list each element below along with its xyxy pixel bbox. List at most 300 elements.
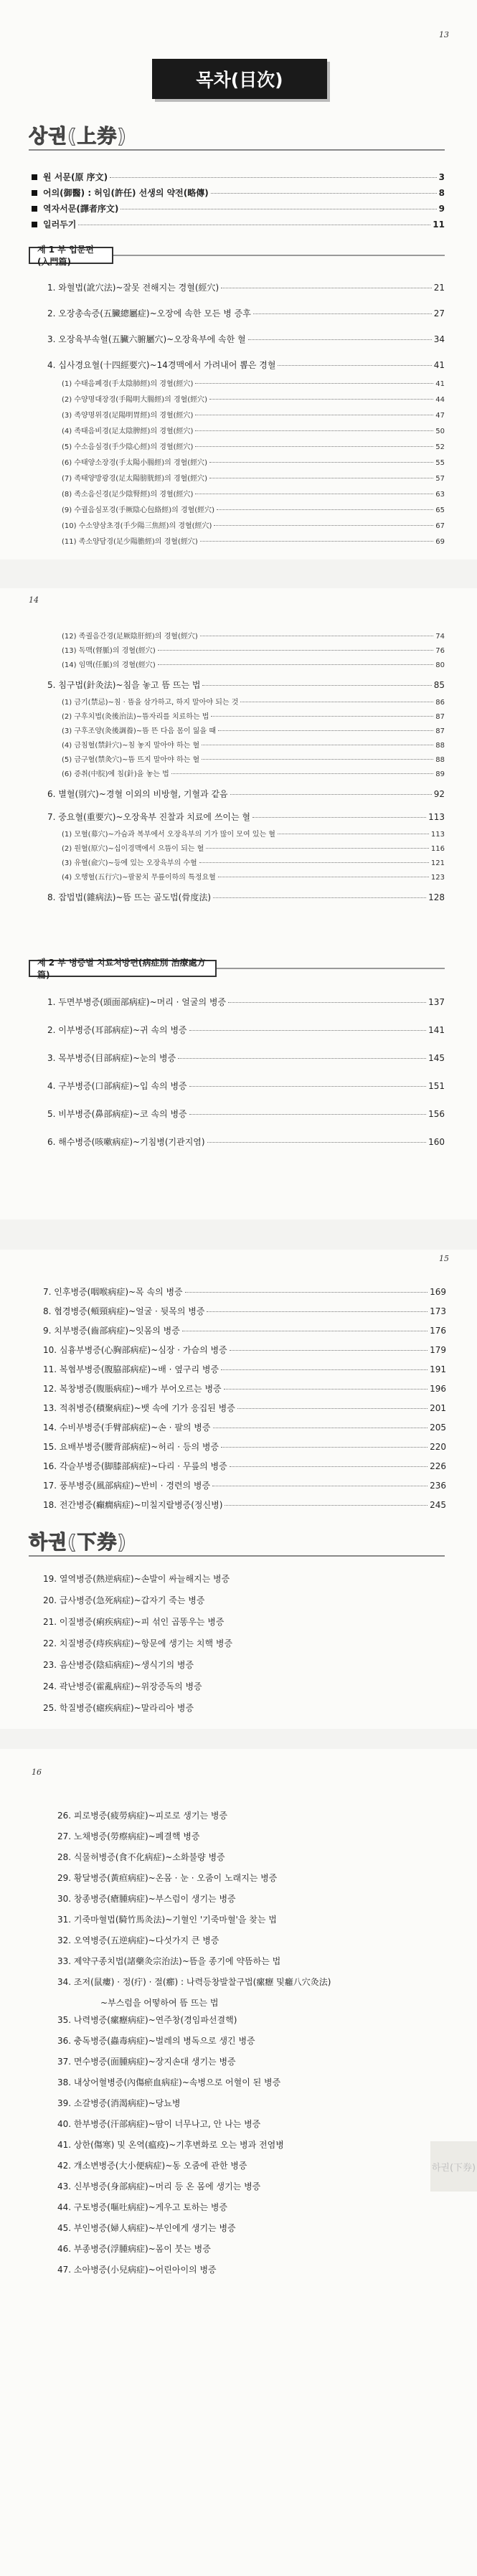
toc-entry-title	[62, 696, 238, 707]
dot-leader	[206, 848, 429, 849]
toc-entry	[47, 1024, 445, 1036]
toc-entry	[57, 2222, 430, 2234]
toc-entry	[57, 1830, 430, 1842]
toc-entry-text: 36. 충독병증(蟲毒病症)~벌레의 병독으로 생긴 병증	[57, 2036, 255, 2046]
toc-entry-title	[62, 440, 193, 451]
volume-side-tab: 하권(下券)	[430, 2141, 477, 2192]
toc-entry-text: (1) 모혈(募穴)~가슴과 복부에서 오장육부의 기가 많이 모여 있는 혈	[62, 831, 275, 839]
dot-leader	[158, 664, 433, 665]
volume-rule	[29, 1555, 445, 1557]
toc-entry-page: 92	[433, 789, 445, 799]
toc-entry-page: 65	[435, 506, 445, 514]
toc-entry-text: (3) 족양명위경(足陽明胃經)의 경혈(經穴)	[62, 412, 194, 420]
toc-entry	[32, 218, 445, 230]
toc-entry-text: (4) 족태음비경(足太陰脾經)의 경혈(經穴)	[62, 428, 194, 435]
toc-entry-page: 196	[430, 1384, 446, 1394]
toc-entry	[43, 1499, 446, 1511]
toc-entry-text: 32. 오역병증(五逆病症)~다섯가지 큰 병증	[57, 1935, 219, 1945]
toc-entry	[57, 2263, 430, 2275]
dot-leader	[189, 1086, 426, 1087]
toc-entry	[57, 2097, 430, 2109]
toc-entry	[57, 2138, 430, 2151]
toc-entry-text: (8) 족소음신경(足少陰腎經)의 경혈(經穴)	[62, 491, 194, 499]
toc-entry-title	[47, 1080, 187, 1092]
toc-entry-title	[62, 393, 207, 404]
toc-entry	[47, 1136, 445, 1148]
toc-entry	[43, 1382, 446, 1395]
toc-entry-page: 141	[428, 1025, 445, 1035]
toc-entry	[62, 519, 445, 530]
dot-leader	[214, 525, 433, 526]
toc-entry-text: 18. 전간병증(癲癇病症)~미칠지랄병증(정신병)	[43, 1500, 223, 1510]
toc-page-3	[0, 1250, 477, 1729]
toc-entry	[43, 1572, 402, 1585]
toc-entry-title	[32, 187, 209, 199]
toc-entry-page: 226	[430, 1461, 446, 1471]
toc-entry-text: 45. 부인병증(婦人病症)~부인에게 생기는 병증	[57, 2223, 236, 2233]
toc-entry-title	[62, 768, 169, 778]
toc-entry-page: 113	[430, 831, 445, 839]
toc-entry-title	[62, 753, 199, 764]
toc-entry-title	[57, 2242, 211, 2255]
toc-entry	[62, 857, 445, 867]
bullet-icon	[32, 222, 37, 227]
toc-entry-page: 34	[433, 334, 445, 344]
toc-entry-text: 40. 한부병증(汗部病症)~땀이 너무나고, 안 나는 병증	[57, 2119, 261, 2129]
toc-entry-page: 41	[435, 380, 445, 388]
toc-entry-title	[100, 1996, 218, 2009]
toc-entry-title	[62, 456, 207, 467]
toc-entry-title	[62, 710, 209, 721]
toc-entry-text: 41. 상한(傷寒) 및 온역(瘟疫)~기후변화로 오는 병과 전염병	[57, 2140, 284, 2150]
toc-entry-title	[47, 788, 228, 800]
toc-entry-text: (1) 수태음폐경(手太陰肺經)의 경혈(經穴)	[62, 380, 194, 388]
toc-entry-page: 86	[435, 699, 445, 707]
toc-entry-text: ~부스럼을 어떻하여 뜸 뜨는 법	[100, 1998, 219, 2008]
dot-leader	[225, 1505, 428, 1506]
toc-entry-text: 15. 요배부병증(腰背部病症)~허리 · 등의 병증	[43, 1442, 219, 1452]
dot-leader	[211, 716, 433, 717]
toc-entry-page: 89	[435, 770, 445, 778]
toc-entry-text: (10) 수소양삼초경(手少陽三焦經)의 경혈(經穴)	[62, 522, 212, 530]
toc-entry-page: 156	[428, 1109, 445, 1119]
toc-entry-title	[43, 1402, 235, 1414]
toc-entry-text: 어의(御醫) : 허임(許任) 선생의 약전(略傳)	[43, 188, 209, 198]
dot-leader	[202, 759, 433, 760]
toc-entry-page: 169	[430, 1287, 446, 1297]
dot-leader	[189, 1114, 426, 1115]
bullet-icon	[32, 206, 37, 212]
toc-entry	[57, 1872, 430, 1884]
toc-entry-text: 12. 복창병증(腹脹病症)~배가 부어오르는 병증	[43, 1384, 222, 1394]
toc-page-2	[0, 588, 477, 1219]
toc-entry	[62, 725, 445, 735]
toc-entry	[57, 2201, 430, 2213]
toc-entry	[43, 1702, 402, 1714]
toc-entry-text: 16. 각슬부병증(脚膝部病症)~다리 · 무릎의 병증	[43, 1461, 227, 1471]
toc-entry-text: 3. 목부병증(目部病症)~눈의 병증	[47, 1053, 176, 1063]
toc-entry-text: 42. 개소변병증(大小便病症)~동 오줌에 관한 병증	[57, 2161, 247, 2171]
toc-entry	[57, 1955, 430, 1967]
toc-entry-title	[57, 2263, 217, 2275]
toc-entry-title	[62, 871, 216, 882]
toc-entry-title	[43, 1324, 180, 1336]
dot-leader	[211, 193, 437, 194]
toc-entry-text: 29. 황달병증(黃疸病症)~온몸 · 눈 · 오줌이 노래지는 병증	[57, 1873, 278, 1883]
toc-entry	[47, 996, 445, 1008]
dot-leader	[221, 1369, 428, 1370]
toc-entry	[57, 1851, 430, 1863]
toc-entry	[57, 2159, 430, 2171]
toc-entry	[43, 1324, 446, 1336]
toc-entry-page: 245	[430, 1500, 446, 1510]
toc-entry	[57, 2242, 430, 2255]
toc-entry-text: (3) 구후조양(灸後調養)~뜸 뜬 다음 몸이 잃을 때	[62, 727, 216, 735]
toc-entry	[57, 1976, 430, 1988]
toc-entry-text: (2) 원혈(原穴)~십이경맥에서 으뜸이 되는 혈	[62, 845, 204, 853]
toc-entry-text: (11) 족소양담경(足少陽膽經)의 경혈(經穴)	[62, 538, 198, 546]
toc-entry-page: 21	[433, 283, 445, 293]
toc-entry-text: (6) 증취(中脘)에 침(針)을 놓는 법	[62, 770, 169, 778]
toc-entry-page: 145	[428, 1053, 445, 1063]
toc-entry-page: 128	[428, 892, 445, 902]
toc-entry-page: 69	[435, 538, 445, 546]
toc-entry-text: 22. 치질병증(痔疾病症)~항문에 생기는 치핵 병증	[43, 1638, 233, 1648]
toc-entry-text: 5. 비부병증(鼻部病症)~코 속의 병증	[47, 1109, 187, 1119]
page-number: 16	[32, 1768, 42, 1777]
toc-entry-text: 25. 학질병증(瘧疾病症)~말라리아 병증	[43, 1703, 194, 1713]
toc-entry-text: 26. 피로병증(疲勞病症)~피로로 생기는 병증	[57, 1811, 228, 1821]
toc-entry-title	[57, 1851, 225, 1863]
toc-entry-title	[47, 1052, 176, 1064]
toc-entry	[62, 696, 445, 707]
toc-entry-text: 37. 면수병증(面腫病症)~장지손대 생기는 병증	[57, 2057, 236, 2067]
toc-entry	[57, 2055, 430, 2067]
toc-entry	[43, 1305, 446, 1317]
dot-leader	[195, 446, 433, 447]
toc-entry-title	[62, 519, 212, 530]
toc-entry-text: (4) 오행혈(五行穴)~팔꿈치 무릎이하의 특정요혈	[62, 874, 216, 882]
toc-entry-text: 역자서문(譯者序文)	[43, 204, 119, 214]
toc-entry-title	[57, 2076, 280, 2088]
toc-entry-text: 35. 나력병증(瘰癧病症)~연주창(경임파선결핵)	[57, 2015, 237, 2025]
toc-entry-title	[43, 1305, 204, 1317]
toc-entry	[43, 1363, 446, 1375]
toc-entry	[62, 753, 445, 764]
toc-entry-page: 201	[430, 1403, 446, 1413]
toc-entry	[57, 1892, 430, 1905]
toc-entry-text: 46. 부종병증(浮腫病症)~몸이 붓는 병증	[57, 2244, 211, 2254]
toc-entry-title	[47, 1108, 187, 1120]
toc-entry	[62, 842, 445, 853]
toc-entry-page: 63	[435, 491, 445, 499]
toc-entry-text: 4. 구부병증(口部病症)~입 속의 병증	[47, 1081, 187, 1091]
toc-entry-text: 7. 중요혈(重要穴)~오장육부 진찰과 치료에 쓰이는 혈	[47, 812, 251, 822]
toc-entry-title	[43, 1382, 222, 1395]
toc-entry-text: 28. 식물허병증(食不化病症)~소화불량 병증	[57, 1852, 225, 1862]
dot-leader	[110, 177, 437, 178]
part-rule	[217, 968, 445, 969]
toc-entry-title	[62, 857, 197, 867]
toc-entry-title	[57, 2201, 227, 2213]
toc-entry-title	[47, 1024, 187, 1036]
toc-entry-text: 9. 치부병증(齒部病症)~잇몸의 병증	[43, 1326, 180, 1336]
page-gap	[0, 1219, 477, 1250]
toc-entry-page: 44	[435, 396, 445, 404]
toc-entry-text: 원 서문(原 序文)	[43, 172, 108, 182]
toc-entry-title	[43, 1285, 183, 1298]
toc-entry-text: 4. 십사경요혈(十四經要穴)~14경맥에서 가려내어 뽑은 경혈	[47, 360, 276, 370]
toc-entry	[47, 788, 445, 800]
dot-leader	[213, 897, 426, 898]
toc-entry-page: 27	[433, 308, 445, 319]
dot-leader	[230, 1350, 428, 1351]
toc-entry-page: 236	[430, 1481, 446, 1491]
toc-entry-text: 11. 복협부병증(腹脇部病症)~배 · 옆구리 병증	[43, 1364, 219, 1374]
toc-entry-page: 176	[430, 1326, 446, 1336]
toc-entry-page: 41	[433, 360, 445, 370]
toc-entry	[43, 1440, 446, 1453]
dot-leader	[278, 365, 431, 366]
toc-entry-text: 33. 제약구종치법(諸藥灸宗治法)~뜸을 종기에 약뜸하는 법	[57, 1956, 281, 1966]
toc-entry-page: 220	[430, 1442, 446, 1452]
toc-page-4	[0, 1749, 477, 2576]
toc-entry-text: 10. 심흉부병증(心胸部病症)~심장 · 가슴의 병증	[43, 1345, 227, 1355]
toc-entry	[47, 1052, 445, 1064]
toc-entry-page: 11	[433, 220, 445, 230]
toc-entry-page: 123	[430, 874, 445, 882]
toc-entry-title	[43, 1702, 194, 1714]
toc-entry	[43, 1460, 446, 1472]
toc-entry-page: 87	[435, 727, 445, 735]
toc-entry-text: (14) 임맥(任脈)의 경혈(經穴)	[62, 661, 156, 669]
toc-entry-page: 205	[430, 1423, 446, 1433]
dot-leader	[202, 685, 431, 686]
dot-leader	[230, 794, 432, 795]
toc-entry-title	[47, 281, 219, 293]
toc-entry-text: (13) 독맥(督脈)의 경혈(經穴)	[62, 647, 156, 655]
toc-entry-title	[62, 377, 193, 388]
toc-entry	[43, 1637, 402, 1649]
dot-leader	[207, 1142, 427, 1143]
toc-entry	[32, 171, 445, 183]
toc-entry-title	[43, 1572, 230, 1585]
toc-entry	[62, 393, 445, 404]
dot-leader	[199, 862, 429, 863]
toc-entry	[32, 187, 445, 199]
toc-entry-page: 55	[435, 459, 445, 467]
toc-entry-text: (2) 구후치법(灸後治法)~뜸자리를 치료하는 법	[62, 713, 209, 721]
dot-leader	[224, 1389, 428, 1390]
toc-entry-title	[57, 2014, 237, 2026]
toc-entry-title	[47, 891, 211, 903]
toc-entry	[62, 488, 445, 499]
toc-entry-text: (3) 유혈(兪穴)~등에 있는 오장육부의 수혈	[62, 859, 197, 867]
toc-entry-page: 113	[428, 812, 445, 822]
toc-entry-text: 31. 기죽마혈법(騎竹馬灸法)~기혈인 '기죽마혈'을 찾는 법	[57, 1915, 277, 1925]
toc-entry-title	[47, 1136, 205, 1148]
dot-leader	[200, 541, 433, 542]
toc-entry-title	[43, 1440, 219, 1453]
toc-entry-text: (6) 수태양소장경(手太陽小腸經)의 경혈(經穴)	[62, 459, 208, 467]
toc-entry-page: 9	[438, 204, 445, 214]
toc-entry-page: 80	[435, 661, 445, 669]
toc-entry	[47, 1108, 445, 1120]
toc-entry-title	[62, 535, 198, 546]
toc-entry-title	[57, 1830, 199, 1842]
toc-entry	[62, 659, 445, 669]
volume-heading-2: 하권(下券)	[29, 1532, 127, 1554]
toc-entry-title	[57, 1976, 331, 1988]
toc-entry-title	[62, 472, 207, 483]
toc-entry-text: 34. 조저(鼠瘻) · 정(疔) · 절(癤) : 나력등창발찰구법(瘰癧 및癰八穴灸法)	[57, 1977, 331, 1987]
toc-entry-title	[47, 359, 275, 371]
toc-entry-page: 67	[435, 522, 445, 530]
toc-entry	[43, 1421, 446, 1433]
toc-entry-page: 47	[435, 412, 445, 420]
toc-entry-title	[32, 171, 108, 183]
toc-entry-title	[43, 1421, 211, 1433]
toc-entry-text: 38. 내상어혈병증(內傷瘀血病症)~속병으로 어혈이 된 병증	[57, 2077, 281, 2087]
volume-rule	[29, 149, 445, 151]
toc-entry-title	[43, 1344, 227, 1356]
toc-entry-title	[62, 425, 193, 435]
toc-entry	[47, 281, 445, 293]
toc-entry-title	[57, 1913, 277, 1925]
dot-leader	[195, 430, 433, 431]
toc-entry-text: 6. 해수병증(咳嗽病症)~기침병(기관지염)	[47, 1137, 205, 1147]
toc-entry-title	[57, 2180, 260, 2192]
dot-leader	[248, 339, 432, 340]
dot-leader	[218, 730, 433, 731]
toc-entry	[32, 202, 445, 214]
toc-entry-page: 116	[430, 845, 445, 853]
toc-entry-title	[32, 218, 76, 230]
toc-entry	[57, 1913, 430, 1925]
toc-entry-title	[57, 2159, 247, 2171]
toc-entry-text: 8. 잡법법(雜病法)~뜸 뜨는 골도법(骨度法)	[47, 892, 212, 902]
toc-entry-title	[62, 644, 156, 655]
toc-entry-title	[43, 1479, 210, 1491]
toc-entry-text: 일러두기	[43, 220, 77, 230]
toc-entry-text: 17. 풍부병증(風部病症)~반비 · 경련의 병증	[43, 1481, 211, 1491]
toc-entry-page: 8	[438, 188, 445, 198]
toc-entry-text: (9) 수궐음심포경(手厥陰心包絡經)의 경혈(經穴)	[62, 506, 215, 514]
volume-heading-1: 상권(上券)	[29, 126, 127, 148]
toc-entry-text: 3. 오장육부속혈(五臟六腑屬穴)~오장육부에 속한 혈	[47, 334, 246, 344]
toc-entry-title	[57, 1955, 280, 1967]
toc-entry-text: 27. 노채병증(勞瘵病症)~폐결핵 병증	[57, 1831, 200, 1841]
toc-entry	[62, 425, 445, 435]
dot-leader	[230, 1466, 428, 1467]
toc-entry-page: 88	[435, 756, 445, 764]
toc-entry	[62, 871, 445, 882]
toc-entry-title	[57, 1934, 219, 1946]
toc-entry	[43, 1680, 402, 1692]
dot-leader	[252, 817, 426, 818]
toc-entry	[57, 1809, 430, 1821]
toc-entry-text: 8. 협경병증(頰頸病症)~얼굴 · 뒷목의 병증	[43, 1306, 205, 1316]
toc-entry	[62, 630, 445, 641]
toc-entry	[62, 768, 445, 778]
dot-leader	[253, 313, 432, 314]
toc-entry-page: 191	[430, 1364, 446, 1374]
toc-entry-title	[57, 1872, 277, 1884]
toc-entry	[62, 409, 445, 420]
toc-entry-title	[47, 307, 251, 319]
toc-entry-page: 50	[435, 428, 445, 435]
toc-entry-text: (4) 금침혈(禁針穴)~침 놓지 말아야 하는 혈	[62, 742, 200, 750]
dot-leader	[207, 1311, 428, 1312]
toc-entry-text: 7. 인후병증(咽喉病症)~목 속의 병증	[43, 1287, 183, 1297]
page-number: 14	[29, 595, 39, 605]
toc-entry-text: 20. 급사병증(急死病症)~갑자기 죽는 병증	[43, 1595, 205, 1605]
toc-entry-page: 160	[428, 1137, 445, 1147]
toc-entry-title	[47, 679, 200, 691]
dot-leader	[221, 1447, 428, 1448]
toc-entry-text: 5. 침구법(針灸法)~침을 놓고 뜸 뜨는 법	[47, 680, 201, 690]
toc-entry-title	[47, 333, 246, 345]
toc-entry-page: 88	[435, 742, 445, 750]
toc-entry-title	[62, 409, 193, 420]
toc-entry-title	[47, 996, 226, 1008]
toc-entry-title	[62, 842, 204, 853]
toc-entry-page: 85	[433, 680, 445, 690]
toc-entry-title	[62, 504, 214, 514]
toc-entry-text: 13. 적취병증(積聚病症)~뱃 속에 기가 응집된 병증	[43, 1403, 235, 1413]
toc-entry	[62, 535, 445, 546]
dot-leader	[209, 462, 433, 463]
toc-entry-text: 47. 소아병증(小兒病症)~어린아이의 병증	[57, 2265, 217, 2275]
toc-entry-text: (12) 족궐음간경(足厥陰肝經)의 경혈(經穴)	[62, 633, 198, 641]
toc-entry-text: 43. 신부병증(身部病症)~머리 등 온 몸에 생기는 병증	[57, 2181, 261, 2192]
toc-entry-title	[32, 202, 118, 214]
toc-entry-title	[62, 488, 193, 499]
dot-leader	[195, 383, 433, 384]
dot-leader	[178, 1058, 426, 1059]
toc-entry-title	[62, 659, 156, 669]
dot-leader	[228, 1002, 426, 1003]
dot-leader	[237, 1408, 428, 1409]
toc-entry-title	[43, 1659, 194, 1671]
toc-entry-title	[57, 2097, 180, 2109]
toc-entry-page: 151	[428, 1081, 445, 1091]
toc-entry	[57, 2118, 430, 2130]
toc-entry	[47, 679, 445, 691]
toc-entry-title	[43, 1637, 232, 1649]
toc-entry	[57, 2034, 430, 2047]
toc-entry-text: 39. 소갈병증(消渴病症)~당뇨병	[57, 2098, 181, 2108]
bullet-icon	[32, 190, 37, 196]
page-gap	[0, 1729, 477, 1749]
toc-entry-page: 179	[430, 1345, 446, 1355]
toc-entry-text: 6. 별혈(別穴)~경혈 이외의 비방혈, 기혈과 같음	[47, 789, 228, 799]
toc-entry	[43, 1402, 446, 1414]
toc-entry-title	[57, 2055, 236, 2067]
dot-leader	[209, 399, 433, 400]
toc-entry	[47, 307, 445, 319]
toc-entry-text: 23. 음산병증(陰疝病症)~생식기의 병증	[43, 1660, 194, 1670]
toc-entry	[47, 359, 445, 371]
toc-entry	[57, 2180, 430, 2192]
toc-entry-text: 44. 구토병증(嘔吐病症)~게우고 토하는 병증	[57, 2202, 228, 2212]
toc-entry-text: 19. 열역병증(熱逆病症)~손발이 싸늘해지는 병증	[43, 1574, 230, 1584]
toc-entry	[62, 828, 445, 839]
toc-entry-page: 121	[430, 859, 445, 867]
toc-entry-title	[43, 1499, 222, 1511]
bullet-icon	[32, 174, 37, 180]
part-2-label: 제 2 부 병증별 치료처방편(病症別 治療處方篇)	[29, 960, 217, 977]
